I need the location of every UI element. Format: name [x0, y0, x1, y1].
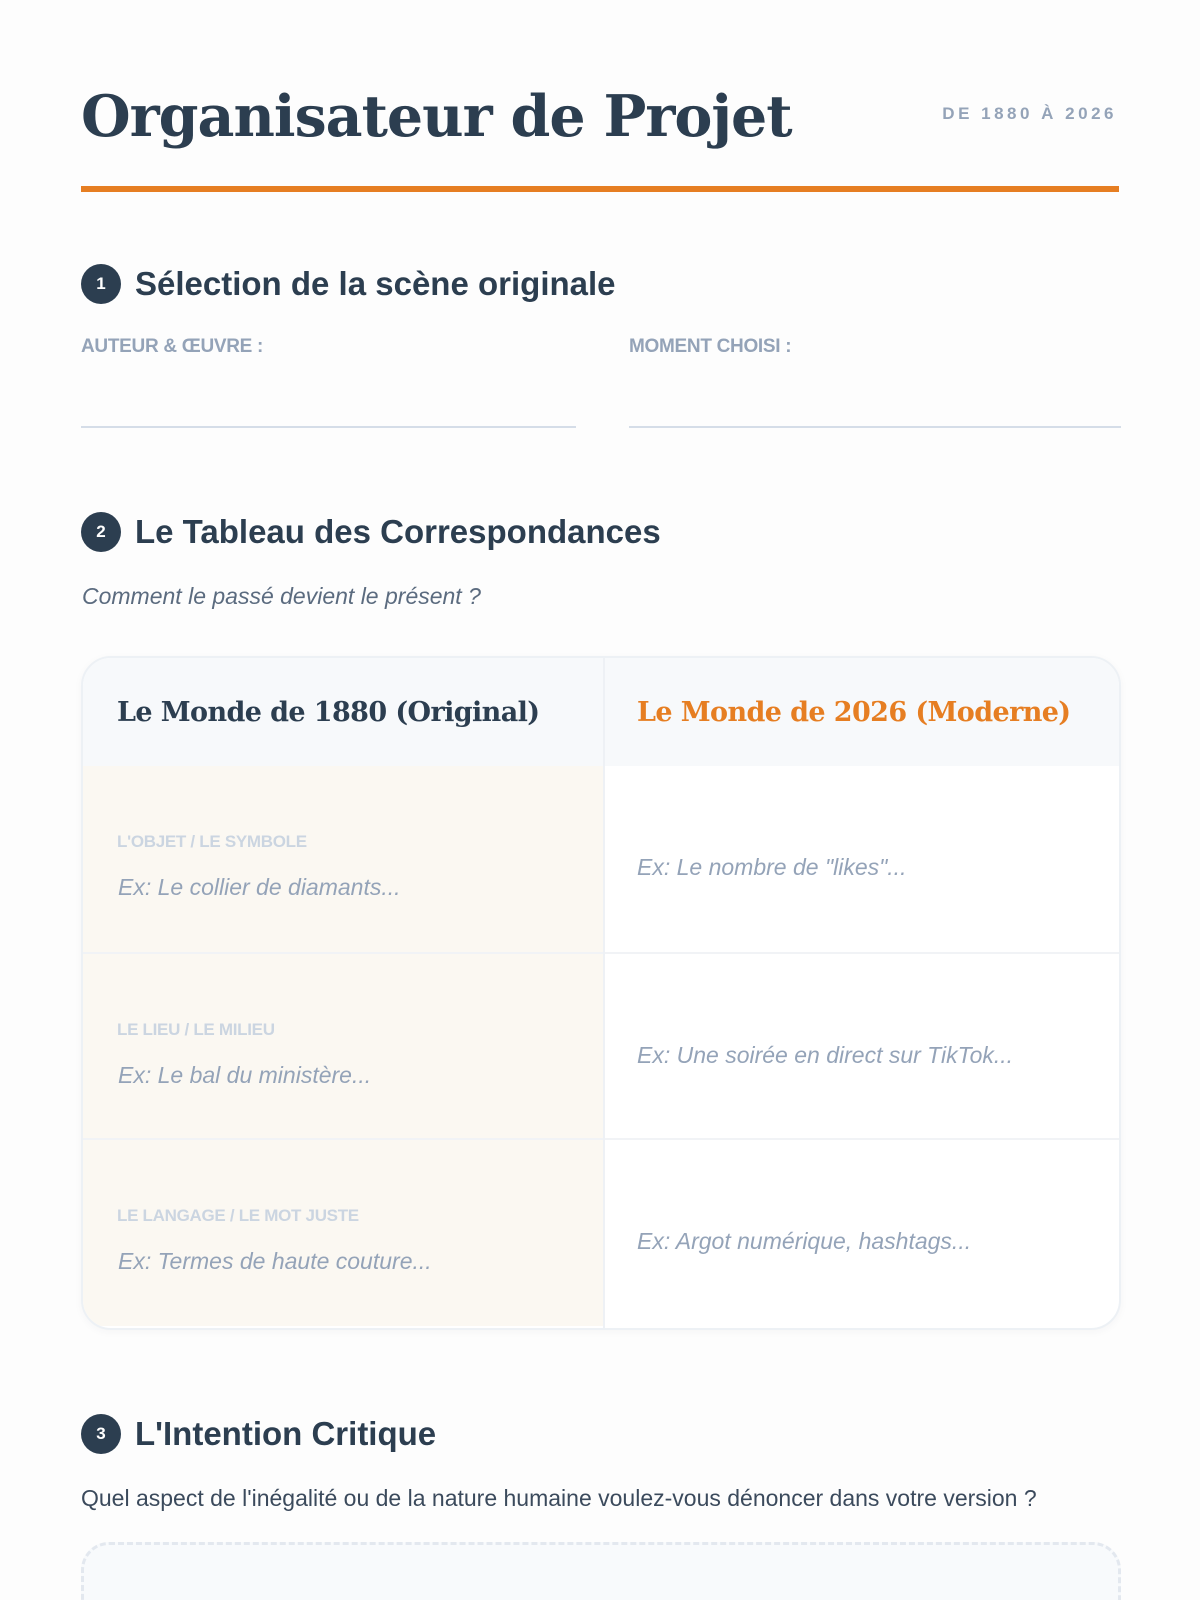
date-range-label: DE 1880 À 2026	[942, 104, 1117, 123]
table-column-divider	[603, 658, 605, 1328]
author-work-field	[81, 336, 263, 358]
author-work-input[interactable]	[81, 426, 576, 428]
section-2-heading	[81, 510, 661, 554]
original-cell-language[interactable]	[83, 1140, 603, 1326]
chosen-moment-label: MOMENT CHOISI :	[629, 336, 792, 357]
author-work-label: AUTEUR & ŒUVRE :	[81, 336, 264, 357]
section-3-heading	[81, 1412, 436, 1456]
original-placeholder-object: Ex: Le collier de diamants...	[118, 874, 401, 900]
page-title: Organisateur de Projet	[81, 83, 792, 150]
header-accent-rule	[81, 186, 1119, 192]
section-3-title: L'Intention Critique	[135, 1415, 437, 1452]
critical-intent-textarea[interactable]	[81, 1542, 1121, 1600]
section-2-subtitle: Comment le passé devient le présent ?	[82, 583, 481, 609]
original-cell-place[interactable]	[83, 954, 603, 1140]
original-cell-object[interactable]	[83, 766, 603, 952]
section-1-heading	[81, 262, 616, 306]
step-badge-1: 1	[81, 264, 121, 304]
modern-placeholder-object: Ex: Le nombre de "likes"...	[637, 854, 907, 880]
modern-placeholder-place: Ex: Une soirée en direct sur TikTok...	[637, 1042, 1014, 1068]
row-label-language: LE LANGAGE / LE MOT JUSTE	[117, 1206, 359, 1225]
row-label-object: L'OBJET / LE SYMBOLE	[117, 832, 307, 851]
header-original-world: Le Monde de 1880 (Original)	[117, 696, 540, 728]
header-modern-world: Le Monde de 2026 (Moderne)	[637, 696, 1071, 728]
chosen-moment-field	[629, 336, 791, 358]
section-1-title: Sélection de la scène originale	[135, 265, 616, 302]
correspondence-table	[81, 656, 1121, 1330]
critical-intent-question: Quel aspect de l'inégalité ou de la nature humaine voulez-vous dénoncer dans votre version ?	[81, 1485, 1037, 1511]
table-header-row	[83, 658, 1119, 766]
table-row-language	[83, 1138, 1119, 1326]
section-2-title: Le Tableau des Correspondances	[135, 513, 661, 550]
step-badge-3: 3	[81, 1414, 121, 1454]
step-badge-2: 2	[81, 512, 121, 552]
modern-placeholder-language: Ex: Argot numérique, hashtags...	[637, 1228, 972, 1254]
original-placeholder-place: Ex: Le bal du ministère...	[118, 1062, 372, 1088]
page-header	[81, 78, 1119, 193]
original-placeholder-language: Ex: Termes de haute couture...	[118, 1248, 432, 1274]
table-row-object	[83, 766, 1119, 952]
table-row-place	[83, 952, 1119, 1140]
chosen-moment-input[interactable]	[629, 426, 1121, 428]
row-label-place: LE LIEU / LE MILIEU	[117, 1020, 275, 1039]
